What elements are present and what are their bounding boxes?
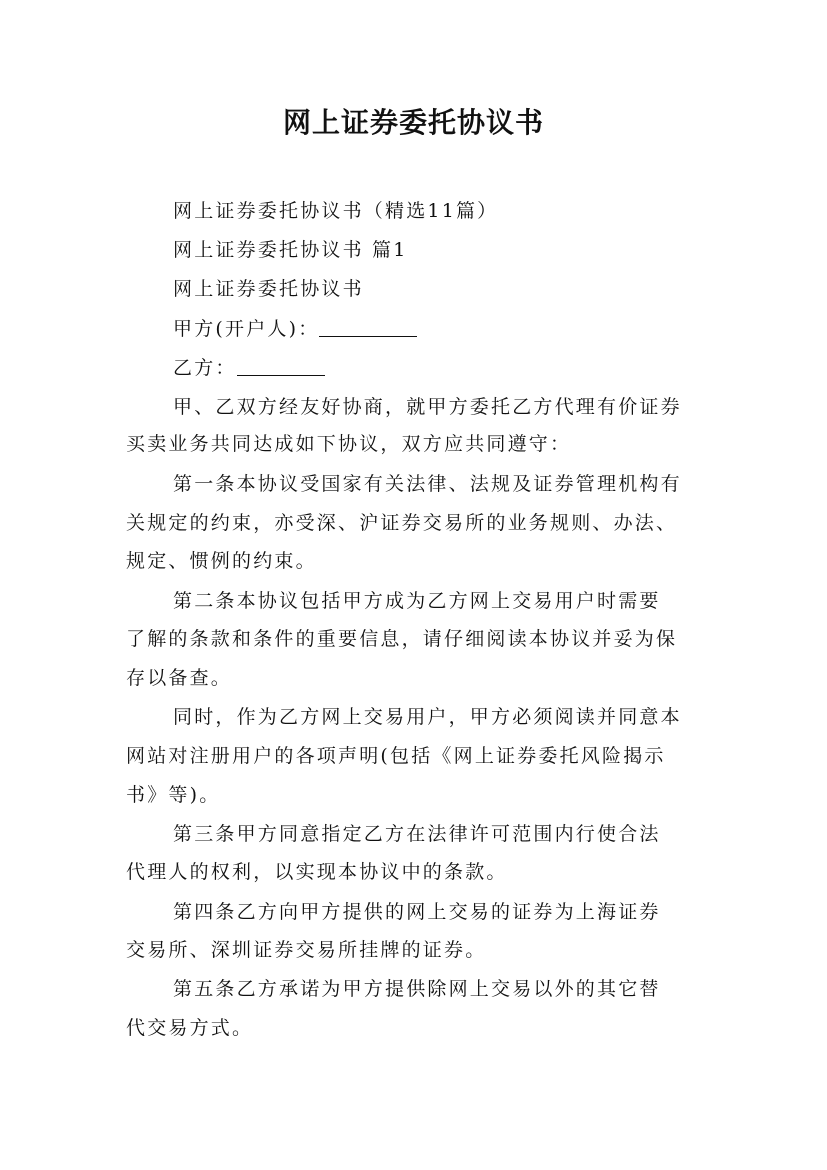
paragraph-line: 存以备查。 xyxy=(126,667,233,689)
paragraph-line: 了解的条款和条件的重要信息，请仔细阅读本协议并妥为保 xyxy=(126,628,678,650)
paragraph-line: 第四条乙方向甲方提供的网上交易的证券为上海证券 xyxy=(173,901,661,923)
agreement-name: 网上证券委托协议书 xyxy=(173,278,364,300)
paragraph-line: 规定、惯例的约束。 xyxy=(126,550,317,572)
paragraph-line: 交易所、深圳证券交易所挂牌的证券。 xyxy=(126,939,487,961)
paragraph-line: 买卖业务共同达成如下协议，双方应共同遵守： xyxy=(126,433,572,455)
document-title: 网上证券委托协议书 xyxy=(282,106,544,139)
party-b-line xyxy=(173,354,773,382)
paragraph-line: 代交易方式。 xyxy=(126,1017,254,1039)
paragraph-line: 第五条乙方承诺为甲方提供除网上交易以外的其它替 xyxy=(173,978,661,1000)
paragraph-line: 第三条甲方同意指定乙方在法律许可范围内行使合法 xyxy=(173,823,661,845)
paragraph-line: 第二条本协议包括甲方成为乙方网上交易用户时需要 xyxy=(173,590,661,612)
paragraph-line: 甲、乙双方经友好协商，就甲方委托乙方代理有价证券 xyxy=(173,396,682,418)
party-b-blank xyxy=(237,357,325,376)
paragraph-line: 同时，作为乙方网上交易用户，甲方必须阅读并同意本 xyxy=(173,706,682,728)
subtitle: 网上证券委托协议书（精选11篇） xyxy=(173,200,499,222)
paragraph-line: 关规定的约束，亦受深、沪证券交易所的业务规则、办法、 xyxy=(126,512,678,534)
paragraph-line: 书》等)。 xyxy=(126,784,221,806)
party-a-label: 甲方(开户人)： xyxy=(173,318,320,340)
party-a-blank xyxy=(319,318,417,337)
paragraph-line: 第一条本协议受国家有关法律、法规及证券管理机构有 xyxy=(173,473,682,495)
paragraph-line: 代理人的权利，以实现本协议中的条款。 xyxy=(126,861,508,883)
section-heading: 网上证券委托协议书 篇1 xyxy=(173,239,408,261)
paragraph-line: 网站对注册用户的各项声明(包括《网上证券委托风险揭示 xyxy=(126,745,666,767)
party-b-label: 乙方： xyxy=(173,357,237,379)
party-a-line xyxy=(173,315,773,343)
